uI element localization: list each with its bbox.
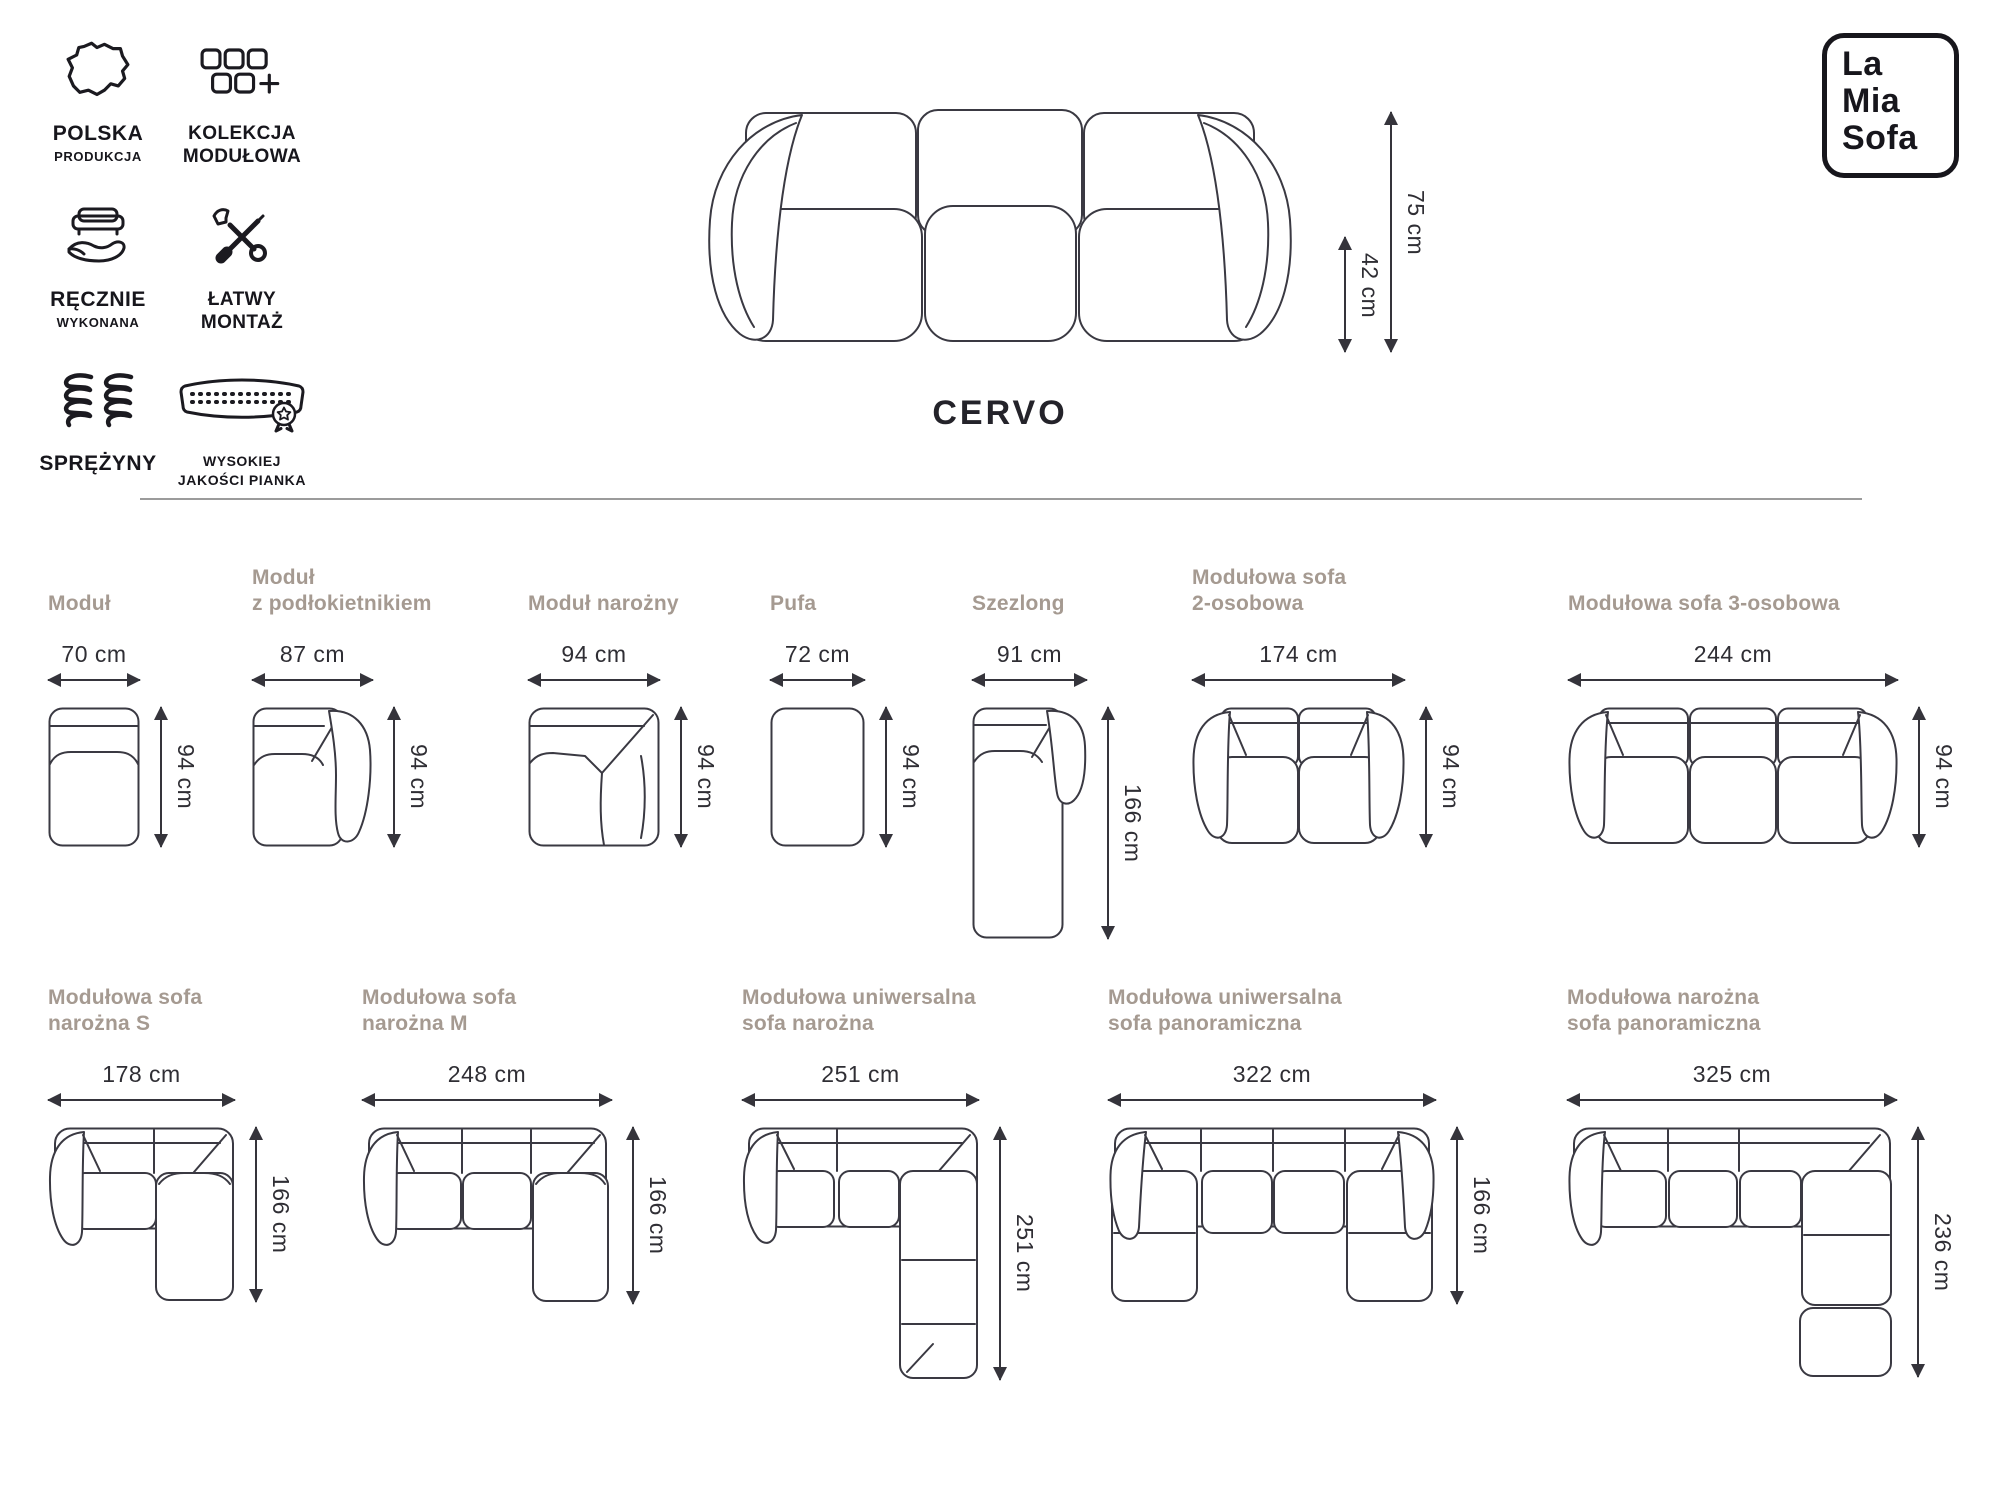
width-dimension: 91 cm	[972, 641, 1087, 681]
module-top-view-drawing	[362, 1127, 612, 1304]
module-name: Moduł	[48, 592, 111, 615]
depth-arrow	[680, 707, 682, 847]
depth-dimension: 251 cm	[999, 1127, 1038, 1380]
logo-line: Sofa	[1842, 119, 1918, 157]
depth-arrow	[999, 1127, 1001, 1380]
depth-dimension: 166 cm	[632, 1127, 671, 1304]
module-name: Modułowa sofa 3-osobowa	[1568, 592, 1840, 615]
module-top-view-drawing	[528, 707, 660, 847]
module-top-view-drawing	[770, 707, 865, 847]
depth-dimension: 94 cm	[885, 707, 924, 847]
width-dimension: 248 cm	[362, 1061, 612, 1101]
depth-arrow	[1917, 1127, 1919, 1377]
modular-collection-icon	[172, 32, 312, 110]
depth-arrow	[160, 707, 162, 847]
module-card-sofa-3-osobowa	[1568, 565, 1957, 847]
module-name: Modułowa sofa narożna S	[48, 986, 203, 1035]
module-name: Pufa	[770, 592, 817, 615]
depth-arrow	[255, 1127, 257, 1302]
total-height-arrow	[1390, 112, 1392, 352]
module-top-view-drawing	[972, 707, 1087, 939]
module-card-uniwersalna-narozna	[742, 985, 1038, 1380]
module-top-view-drawing	[1567, 1127, 1897, 1377]
module-name: Modułowa uniwersalna sofa narożna	[742, 986, 976, 1035]
module-card-uniwersalna-panoramiczna	[1108, 985, 1495, 1304]
width-arrow	[1568, 679, 1898, 681]
module-top-view-drawing	[1192, 707, 1405, 847]
module-top-view-drawing	[742, 1127, 979, 1380]
module-card-narozna-s	[48, 985, 294, 1302]
width-arrow	[252, 679, 373, 681]
handmade-icon	[28, 198, 168, 276]
feature-sprezyny: SPRĘŻYNY	[28, 366, 168, 476]
total-height-label: 75 cm	[1403, 190, 1429, 256]
width-arrow	[1108, 1099, 1436, 1101]
module-top-view-drawing	[1568, 707, 1898, 847]
module-top-view-drawing	[48, 1127, 235, 1302]
width-arrow	[742, 1099, 979, 1101]
depth-dimension: 236 cm	[1917, 1127, 1956, 1377]
depth-dimension: 166 cm	[1456, 1127, 1495, 1304]
module-name: Modułowa narożna sofa panoramiczna	[1567, 986, 1761, 1035]
depth-arrow	[632, 1127, 634, 1304]
module-card-modul-z-podlokietnikiem	[252, 565, 432, 847]
depth-dimension: 166 cm	[255, 1127, 294, 1302]
module-name: Moduł narożny	[528, 592, 679, 615]
width-dimension: 178 cm	[48, 1061, 235, 1101]
width-dimension: 70 cm	[48, 641, 140, 681]
depth-dimension: 94 cm	[1918, 707, 1957, 847]
module-card-narozna-panoramiczna	[1567, 985, 1956, 1377]
springs-icon	[28, 366, 168, 440]
feature-latwy-montaz: ŁATWY MONTAŻ	[172, 198, 312, 334]
width-dimension: 251 cm	[742, 1061, 979, 1101]
module-top-view-drawing	[48, 707, 140, 847]
width-dimension: 322 cm	[1108, 1061, 1436, 1101]
module-name: Szezlong	[972, 592, 1065, 615]
high-quality-foam-icon	[158, 366, 326, 440]
logo-line: Mia	[1842, 82, 1901, 120]
width-arrow	[362, 1099, 612, 1101]
feature-wysokiej-jakosci-pianka: WYSOKIEJ JAKOŚCI PIANKA	[158, 366, 326, 490]
product-name: CERVO	[932, 394, 1068, 432]
module-name: Modułowa sofa narożna M	[362, 986, 517, 1035]
width-dimension: 325 cm	[1567, 1061, 1897, 1101]
depth-dimension: 166 cm	[1107, 707, 1146, 939]
sofa-front-view-drawing	[690, 85, 1310, 345]
module-card-szezlong	[972, 565, 1146, 939]
width-dimension: 174 cm	[1192, 641, 1405, 681]
seat-height-label: 42 cm	[1357, 253, 1383, 319]
module-name: Modułowa uniwersalna sofa panoramiczna	[1108, 986, 1342, 1035]
width-arrow	[48, 679, 140, 681]
feature-kolekcja-modulowa: KOLEKCJA MODUŁOWA	[172, 32, 312, 168]
width-arrow	[770, 679, 865, 681]
poland-map-icon	[28, 32, 168, 110]
width-arrow	[1567, 1099, 1897, 1101]
depth-dimension: 94 cm	[680, 707, 719, 847]
feature-recznie-wykonana: RĘCZNIE WYKONANA	[28, 198, 168, 331]
module-card-narozna-m	[362, 985, 671, 1304]
feature-polska-produkcja: POLSKA PRODUKCJA	[28, 32, 168, 165]
depth-dimension: 94 cm	[393, 707, 432, 847]
depth-arrow	[1918, 707, 1920, 847]
brand-logo	[1822, 33, 1959, 178]
module-card-modul	[48, 565, 199, 847]
width-arrow	[1192, 679, 1405, 681]
width-arrow	[48, 1099, 235, 1101]
depth-dimension: 94 cm	[1425, 707, 1464, 847]
module-card-sofa-2-osobowa	[1192, 565, 1464, 847]
depth-arrow	[1107, 707, 1109, 939]
module-name: Moduł z podłokietnikiem	[252, 566, 432, 615]
width-arrow	[528, 679, 660, 681]
logo-line: La	[1842, 45, 1883, 83]
width-dimension: 87 cm	[252, 641, 373, 681]
depth-arrow	[885, 707, 887, 847]
width-dimension: 244 cm	[1568, 641, 1898, 681]
section-divider	[140, 498, 1862, 500]
module-top-view-drawing	[1108, 1127, 1436, 1304]
seat-height-arrow	[1344, 237, 1346, 352]
depth-arrow	[1425, 707, 1427, 847]
module-card-pufa	[770, 565, 924, 847]
easy-assembly-icon	[172, 198, 312, 276]
depth-dimension: 94 cm	[160, 707, 199, 847]
width-arrow	[972, 679, 1087, 681]
depth-arrow	[393, 707, 395, 847]
width-dimension: 94 cm	[528, 641, 660, 681]
width-dimension: 72 cm	[770, 641, 865, 681]
module-card-modul-narozny	[528, 565, 719, 847]
module-name: Modułowa sofa 2-osobowa	[1192, 566, 1347, 615]
depth-arrow	[1456, 1127, 1458, 1304]
module-top-view-drawing	[252, 707, 373, 847]
